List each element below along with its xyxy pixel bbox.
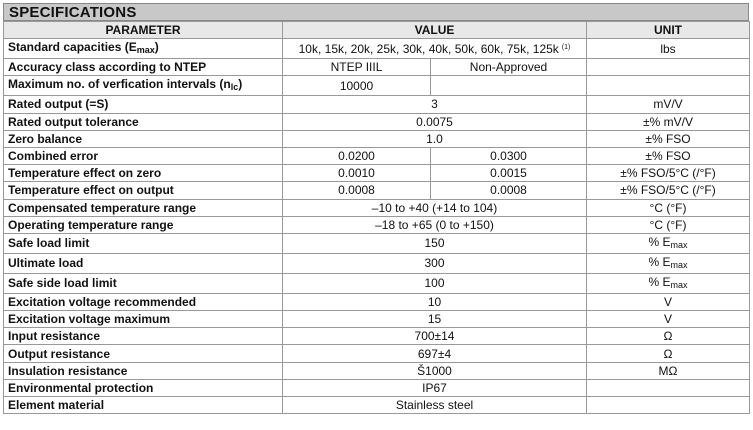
value-cell <box>283 328 587 345</box>
table-header-row <box>4 22 750 39</box>
header-parameter: PARAMETER <box>4 22 283 39</box>
parameter-label: Ultimate load <box>8 256 84 271</box>
unit-cell <box>587 147 750 164</box>
unit-text: °C (°F) <box>649 200 687 215</box>
value-text: 1.0 <box>426 131 443 146</box>
value-cell: 0.0008 <box>283 182 431 199</box>
unit-cell <box>587 345 750 362</box>
parameter-label-end: ) <box>154 40 159 55</box>
unit-cell <box>587 293 750 310</box>
unit-text: mV/V <box>653 97 683 112</box>
parameter-label: Output resistance <box>8 346 111 361</box>
value-cell <box>283 253 587 273</box>
unit-cell <box>587 113 750 130</box>
unit-text: ±% FSO <box>645 149 691 164</box>
parameter-cell <box>4 39 283 59</box>
parameter-cell <box>4 273 283 293</box>
unit-text: ±% FSO/5°C (/°F) <box>620 183 716 198</box>
value-cell: 0.0015 <box>431 165 587 182</box>
parameter-cell <box>4 147 283 164</box>
parameter-cell <box>4 253 283 273</box>
table-row <box>4 253 750 273</box>
parameter-label: Element material <box>8 398 105 413</box>
unit-cell <box>587 130 750 147</box>
unit-text: % E <box>648 254 671 269</box>
value-cell: 10000 <box>283 76 431 96</box>
unit-cell <box>587 165 750 182</box>
value-text: 700±14 <box>414 329 455 344</box>
parameter-label: Standard capacities (E <box>8 40 137 55</box>
value-cell: Non-Approved <box>431 59 587 76</box>
value-text: 697±4 <box>417 346 452 361</box>
unit-cell <box>587 273 750 293</box>
parameter-label: Temperature effect on zero <box>8 166 162 181</box>
parameter-cell <box>4 130 283 147</box>
table-row <box>4 182 750 199</box>
parameter-label: Temperature effect on output <box>8 183 174 198</box>
unit-cell <box>587 233 750 253</box>
unit-text: % E <box>648 234 671 249</box>
unit-text: Ω <box>663 346 673 361</box>
parameter-cell <box>4 311 283 328</box>
table-row <box>4 216 750 233</box>
table-row <box>4 273 750 293</box>
unit-cell <box>587 199 750 216</box>
value-cell <box>283 273 587 293</box>
parameter-label: Accuracy class according to NTEP <box>8 60 207 75</box>
unit-cell <box>587 182 750 199</box>
value-cell <box>283 293 587 310</box>
value-text: 300 <box>424 256 445 271</box>
value-cell: NTEP IIIL <box>283 59 431 76</box>
unit-cell <box>587 59 750 76</box>
table-row <box>4 76 750 96</box>
unit-text: ±% FSO <box>645 131 691 146</box>
unit-text: ±% mV/V <box>643 114 693 129</box>
unit-subscript: max <box>670 279 688 290</box>
value-text: 3 <box>431 97 438 112</box>
value-cell <box>283 311 587 328</box>
value-cell: 0.0008 <box>431 182 587 199</box>
value-cell <box>283 39 587 59</box>
table-row <box>4 147 750 164</box>
value-cell <box>283 233 587 253</box>
parameter-cell <box>4 328 283 345</box>
value-cell <box>283 113 587 130</box>
unit-cell <box>587 216 750 233</box>
header-value: VALUE <box>283 22 587 39</box>
footnote-marker: (1) <box>561 44 571 52</box>
parameter-subscript: lc <box>230 82 239 93</box>
parameter-cell <box>4 59 283 76</box>
unit-cell <box>587 362 750 379</box>
parameter-label: Zero balance <box>8 131 83 146</box>
value-text: 150 <box>424 236 445 251</box>
value-text: 10 <box>427 294 442 309</box>
parameter-label: Excitation voltage recommended <box>8 294 197 309</box>
parameter-cell <box>4 379 283 396</box>
section-title-bar <box>3 3 749 21</box>
parameter-label: Rated output tolerance <box>8 114 139 129</box>
value-cell <box>283 96 587 113</box>
value-cell <box>283 199 587 216</box>
section-title: SPECIFICATIONS <box>9 4 137 21</box>
parameter-cell <box>4 96 283 113</box>
table-body <box>4 39 750 414</box>
parameter-label: Combined error <box>8 149 99 164</box>
specifications-table <box>3 21 750 414</box>
value-cell <box>283 397 587 414</box>
unit-cell <box>587 253 750 273</box>
table-row <box>4 233 750 253</box>
value-text: 10k, 15k, 20k, 25k, 30k, 40k, 50k, 60k, 75k, 125k <box>298 42 559 57</box>
unit-cell <box>587 397 750 414</box>
parameter-cell <box>4 113 283 130</box>
value-cell <box>283 130 587 147</box>
table-row <box>4 59 750 76</box>
parameter-cell <box>4 199 283 216</box>
table-row <box>4 130 750 147</box>
parameter-label: Operating temperature range <box>8 217 174 232</box>
parameter-cell <box>4 76 283 96</box>
parameter-cell <box>4 233 283 253</box>
unit-cell <box>587 379 750 396</box>
value-cell <box>283 379 587 396</box>
unit-text: ±% FSO/5°C (/°F) <box>620 166 716 181</box>
unit-text: Ω <box>663 329 673 344</box>
parameter-subscript: max <box>136 45 155 56</box>
parameter-cell <box>4 216 283 233</box>
unit-text: MΩ <box>658 363 678 378</box>
parameter-label: Safe side load limit <box>8 276 117 291</box>
table-row <box>4 345 750 362</box>
parameter-label: Safe load limit <box>8 236 90 251</box>
table-row <box>4 362 750 379</box>
unit-cell <box>587 76 750 96</box>
unit-cell <box>587 311 750 328</box>
parameter-cell <box>4 345 283 362</box>
value-text: Š1000 <box>417 363 452 378</box>
parameter-label: Maximum no. of verfication intervals (n <box>8 77 231 92</box>
value-text: Stainless steel <box>395 398 474 413</box>
table-row <box>4 293 750 310</box>
value-text: 0.0075 <box>416 114 453 129</box>
value-cell <box>283 362 587 379</box>
value-cell: 0.0300 <box>431 147 587 164</box>
parameter-cell <box>4 397 283 414</box>
table-row <box>4 113 750 130</box>
unit-subscript: max <box>670 259 688 270</box>
parameter-label: Excitation voltage maximum <box>8 312 171 327</box>
value-text: 100 <box>424 276 445 291</box>
table-row <box>4 311 750 328</box>
table-row <box>4 199 750 216</box>
unit-subscript: max <box>670 239 688 250</box>
parameter-label: Input resistance <box>8 329 101 344</box>
table-row <box>4 39 750 59</box>
value-text: –18 to +65 (0 to +150) <box>375 217 494 232</box>
parameter-cell <box>4 362 283 379</box>
value-cell: 0.0010 <box>283 165 431 182</box>
unit-text: % E <box>648 274 671 289</box>
parameter-label: Insulation resistance <box>8 363 128 378</box>
value-cell <box>283 345 587 362</box>
table-row <box>4 96 750 113</box>
unit-text: lbs <box>660 41 676 56</box>
header-unit: UNIT <box>587 22 750 39</box>
unit-cell <box>587 39 750 59</box>
value-cell: 0.0200 <box>283 147 431 164</box>
parameter-cell <box>4 165 283 182</box>
unit-text: °C (°F) <box>649 217 687 232</box>
unit-cell <box>587 328 750 345</box>
unit-cell <box>587 96 750 113</box>
parameter-cell <box>4 182 283 199</box>
table-row <box>4 165 750 182</box>
parameter-cell <box>4 293 283 310</box>
parameter-label: Compensated temperature range <box>8 200 197 215</box>
table-row <box>4 397 750 414</box>
parameter-label: Environmental protection <box>8 380 154 395</box>
value-text: IP67 <box>422 380 447 395</box>
table-row <box>4 328 750 345</box>
value-cell <box>283 216 587 233</box>
value-cell <box>431 76 587 96</box>
table-row <box>4 379 750 396</box>
parameter-label-end: ) <box>238 77 243 92</box>
unit-text: V <box>663 294 672 309</box>
unit-text: V <box>663 312 672 327</box>
value-text: 15 <box>427 312 442 327</box>
parameter-label: Rated output (=S) <box>8 97 109 112</box>
value-text: –10 to +40 (+14 to 104) <box>371 200 498 215</box>
